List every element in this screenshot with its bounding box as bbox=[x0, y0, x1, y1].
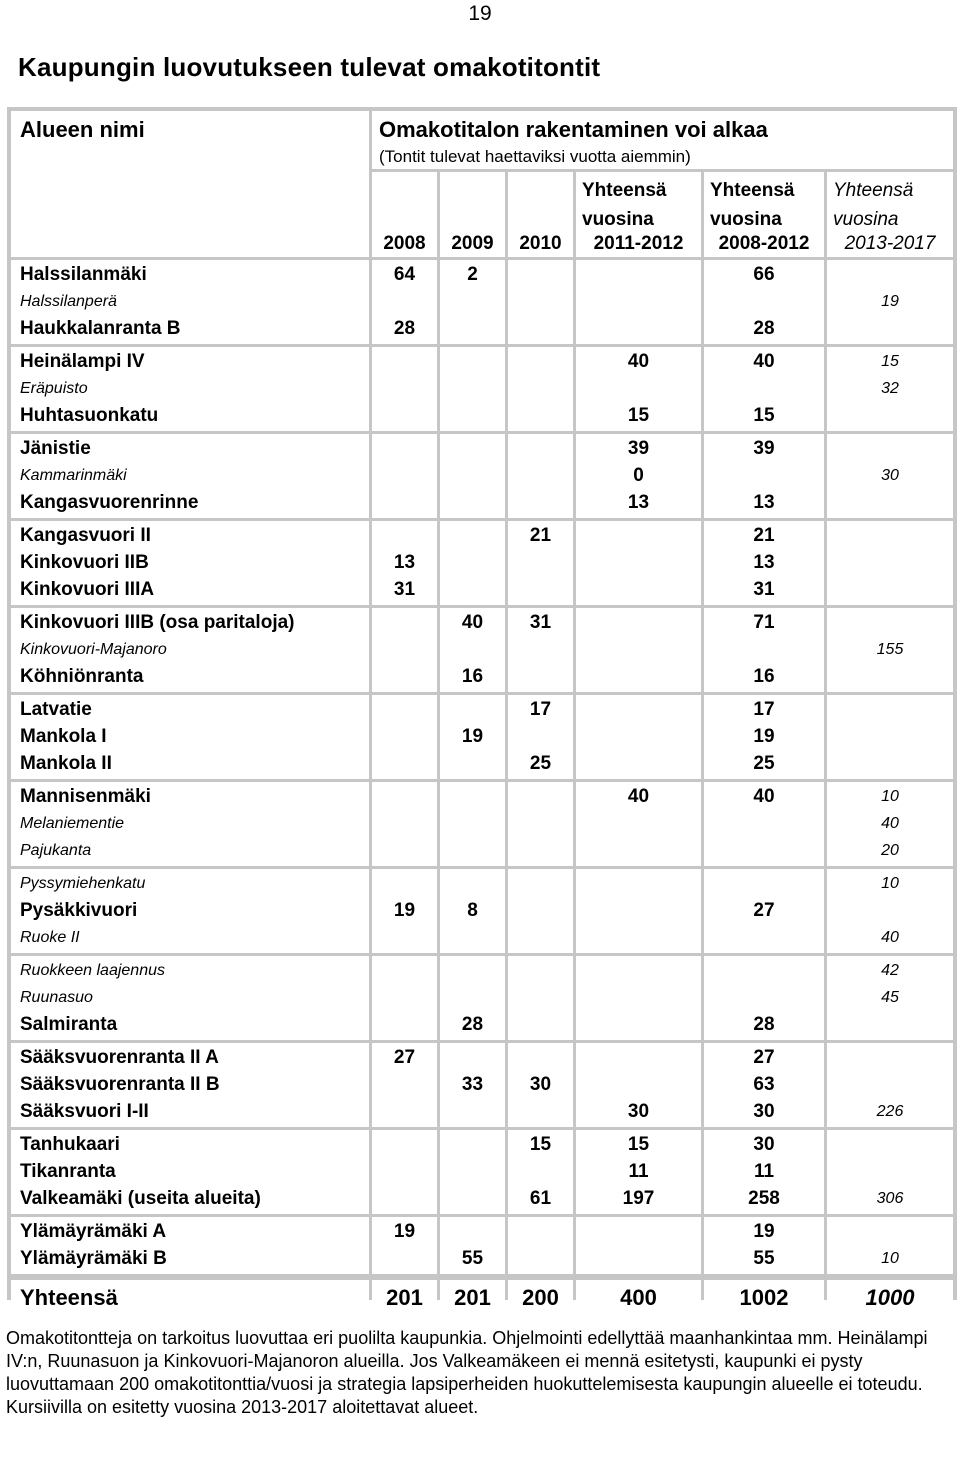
row-value: 39 bbox=[627, 438, 650, 459]
row-value: 2 bbox=[467, 264, 478, 285]
row-name: Tikanranta bbox=[20, 1161, 116, 1182]
group-value-cell bbox=[576, 869, 701, 953]
group-value-cell bbox=[508, 521, 573, 605]
row-value: 10 bbox=[881, 1250, 899, 1267]
row-value: 28 bbox=[753, 318, 775, 339]
total-value-cell bbox=[827, 1280, 953, 1316]
group-value-cell bbox=[440, 608, 505, 692]
header-year: 2013-2017 bbox=[844, 233, 936, 254]
row-value: 33 bbox=[461, 1074, 484, 1095]
row-value: 64 bbox=[393, 264, 416, 285]
row-name: Ruokkeen laajennus bbox=[20, 962, 165, 979]
total-value: 1000 bbox=[865, 1285, 915, 1310]
header-span-cell bbox=[372, 111, 953, 169]
row-name: Pajukanta bbox=[20, 842, 92, 859]
header-year-cell bbox=[576, 172, 701, 257]
group-name-cell bbox=[11, 434, 369, 518]
row-name: Eräpuisto bbox=[20, 380, 88, 397]
group-name-cell bbox=[11, 956, 369, 1040]
group-name-cell bbox=[11, 1043, 369, 1127]
header-name-cell bbox=[11, 111, 369, 257]
row-value: 15 bbox=[627, 405, 650, 426]
row-name: Valkeamäki (useita alueita) bbox=[20, 1188, 261, 1209]
header-year: 2008 bbox=[383, 233, 426, 254]
header-year: 2011-2012 bbox=[593, 233, 684, 254]
row-value: 25 bbox=[753, 753, 775, 774]
row-value: 11 bbox=[628, 1161, 649, 1182]
header-sum-prefix: Yhteensä vuosina bbox=[833, 180, 914, 230]
row-value: 27 bbox=[753, 900, 775, 921]
row-value: 55 bbox=[753, 1248, 775, 1269]
row-name: Kangasvuorenrinne bbox=[20, 492, 199, 513]
group-value-cell bbox=[576, 1043, 701, 1127]
row-value: 31 bbox=[529, 612, 552, 633]
group-value-cell bbox=[576, 1130, 701, 1214]
row-name: Melaniementie bbox=[20, 815, 125, 832]
group-value-cell bbox=[704, 1217, 824, 1274]
row-value: 13 bbox=[627, 492, 650, 513]
row-value: 30 bbox=[753, 1101, 775, 1122]
total-value-cell bbox=[704, 1280, 824, 1316]
row-value: 13 bbox=[393, 552, 416, 573]
group-value-cell bbox=[827, 434, 953, 518]
group-value-cell bbox=[576, 434, 701, 518]
group-value-cell bbox=[704, 260, 824, 344]
total-value: 400 bbox=[620, 1285, 657, 1310]
header-year-cell bbox=[704, 172, 824, 257]
group-value-cell bbox=[827, 956, 953, 1040]
header-year: 2010 bbox=[519, 233, 562, 254]
header-year: 2009 bbox=[451, 233, 494, 254]
row-name: Mankola I bbox=[20, 726, 107, 747]
row-value: 0 bbox=[633, 465, 644, 486]
group-value-cell bbox=[704, 347, 824, 431]
row-name: Kammarinmäki bbox=[20, 467, 127, 484]
group-value-cell bbox=[372, 956, 437, 1040]
group-value-cell bbox=[508, 434, 573, 518]
row-name: Pyssymiehenkatu bbox=[20, 875, 146, 892]
header-sum-prefix: Yhteensä vuosina bbox=[582, 180, 667, 230]
group-value-cell bbox=[704, 608, 824, 692]
group-value-cell bbox=[576, 782, 701, 866]
row-name: Halssilanmäki bbox=[20, 264, 147, 285]
group-value-cell bbox=[508, 956, 573, 1040]
row-name: Kinkovuori-Majanoro bbox=[20, 641, 167, 658]
total-value-cell bbox=[576, 1280, 701, 1316]
total-value-cell bbox=[372, 1280, 437, 1316]
total-name-cell bbox=[11, 1280, 369, 1316]
group-value-cell bbox=[827, 1130, 953, 1214]
row-name: Ruunasuo bbox=[20, 989, 93, 1006]
group-value-cell bbox=[508, 260, 573, 344]
group-value-cell bbox=[576, 1217, 701, 1274]
group-value-cell bbox=[827, 695, 953, 779]
group-value-cell bbox=[827, 1217, 953, 1274]
header-year: 2008-2012 bbox=[718, 233, 810, 254]
total-value: 201 bbox=[386, 1285, 423, 1310]
row-value: 15 bbox=[753, 405, 775, 426]
group-value-cell bbox=[576, 347, 701, 431]
group-value-cell bbox=[440, 1217, 505, 1274]
row-value: 11 bbox=[753, 1161, 775, 1182]
row-value: 20 bbox=[881, 842, 899, 859]
row-name: Halssilanperä bbox=[20, 293, 117, 310]
group-value-cell bbox=[704, 956, 824, 1040]
row-value: 25 bbox=[529, 753, 552, 774]
row-value: 19 bbox=[753, 1221, 775, 1242]
row-name: Ruoke II bbox=[20, 929, 80, 946]
group-value-cell bbox=[440, 782, 505, 866]
group-value-cell bbox=[576, 521, 701, 605]
group-value-cell bbox=[440, 434, 505, 518]
row-value: 19 bbox=[393, 1221, 416, 1242]
group-value-cell bbox=[508, 1217, 573, 1274]
row-value: 21 bbox=[753, 525, 775, 546]
group-value-cell bbox=[576, 608, 701, 692]
row-value: 32 bbox=[881, 380, 899, 397]
row-value: 40 bbox=[753, 351, 775, 372]
row-value: 40 bbox=[627, 786, 650, 807]
group-value-cell bbox=[508, 347, 573, 431]
group-value-cell bbox=[372, 1043, 437, 1127]
header-year-cell bbox=[508, 172, 573, 257]
row-name: Sääksvuorenranta II B bbox=[20, 1074, 220, 1095]
row-name: Latvatie bbox=[20, 699, 92, 720]
row-name: Tanhukaari bbox=[20, 1134, 120, 1155]
row-value: 10 bbox=[881, 788, 899, 805]
group-name-cell bbox=[11, 695, 369, 779]
group-value-cell bbox=[440, 521, 505, 605]
group-value-cell bbox=[372, 695, 437, 779]
row-value: 40 bbox=[753, 786, 775, 807]
footnote: Omakotitontteja on tarkoitus luovuttaa eri puolilta kaupunkia. Ohjelmointi edellyttää maanhankintaa mm. Heinälampi IV:n, Ruunasuon ja Kinkovuori-Majanoron alueilla. Jos Valkeamäkeen ei mennä esitetysti, kaupunki ei pysty luovuttamaan 200 omakotitonttia/vuosi ja strategia lapsiperheiden huokuttelemisesta kaupungin alueelle ei toteudu. Kursiivilla on esitetty vuosina 2013-2017 aloitettavat alueet. bbox=[6, 1328, 928, 1417]
row-value: 40 bbox=[881, 815, 899, 832]
row-value: 19 bbox=[461, 726, 484, 747]
total-value: 1002 bbox=[739, 1285, 789, 1310]
row-value: 40 bbox=[461, 612, 484, 633]
row-value: 30 bbox=[753, 1134, 775, 1155]
row-value: 226 bbox=[876, 1103, 904, 1120]
group-value-cell bbox=[827, 782, 953, 866]
row-name: Mankola II bbox=[20, 753, 112, 774]
group-name-cell bbox=[11, 1217, 369, 1274]
row-value: 45 bbox=[881, 989, 899, 1006]
row-value: 28 bbox=[753, 1014, 775, 1035]
header-year-cell bbox=[440, 172, 505, 257]
group-value-cell bbox=[440, 695, 505, 779]
group-value-cell bbox=[508, 695, 573, 779]
row-value: 19 bbox=[881, 293, 899, 310]
group-value-cell bbox=[440, 1130, 505, 1214]
group-value-cell bbox=[704, 1130, 824, 1214]
group-value-cell bbox=[704, 782, 824, 866]
group-name-cell bbox=[11, 521, 369, 605]
row-name: Kinkovuori IIB bbox=[20, 552, 149, 573]
row-name: Kinkovuori IIIB (osa paritaloja) bbox=[20, 612, 295, 633]
group-value-cell bbox=[827, 869, 953, 953]
row-name: Ylämäyrämäki A bbox=[20, 1221, 167, 1242]
row-value: 17 bbox=[753, 699, 775, 720]
group-name-cell bbox=[11, 347, 369, 431]
row-value: 39 bbox=[753, 438, 775, 459]
plot-table bbox=[7, 107, 957, 1310]
group-value-cell bbox=[508, 608, 573, 692]
row-value: 15 bbox=[627, 1134, 650, 1155]
row-value: 63 bbox=[753, 1074, 775, 1095]
row-value: 28 bbox=[461, 1014, 484, 1035]
row-name: Ylämäyrämäki B bbox=[20, 1248, 167, 1269]
group-value-cell bbox=[576, 260, 701, 344]
row-value: 40 bbox=[627, 351, 650, 372]
total-value-cell bbox=[440, 1280, 505, 1316]
group-value-cell bbox=[372, 260, 437, 344]
row-name: Haukkalanranta B bbox=[20, 318, 181, 339]
group-value-cell bbox=[372, 521, 437, 605]
row-value: 27 bbox=[393, 1047, 416, 1068]
group-value-cell bbox=[372, 434, 437, 518]
row-name: Sääksvuorenranta II A bbox=[20, 1047, 219, 1068]
row-value: 13 bbox=[753, 492, 775, 513]
row-value: 19 bbox=[753, 726, 775, 747]
total-value-cell bbox=[508, 1280, 573, 1316]
row-value: 31 bbox=[753, 579, 775, 600]
row-value: 27 bbox=[753, 1047, 775, 1068]
row-name: Mannisenmäki bbox=[20, 786, 151, 807]
group-name-cell bbox=[11, 260, 369, 344]
header-span-title: Omakotitalon rakentaminen voi alkaa bbox=[379, 117, 768, 142]
row-value: 55 bbox=[461, 1248, 484, 1269]
row-value: 8 bbox=[467, 900, 478, 921]
table-title: Kaupungin luovutukseen tulevat omakotitontit bbox=[18, 52, 601, 82]
group-value-cell bbox=[440, 347, 505, 431]
row-name: Kangasvuori II bbox=[20, 525, 151, 546]
row-name: Kinkovuori IIIA bbox=[20, 579, 155, 600]
group-value-cell bbox=[372, 869, 437, 953]
group-value-cell bbox=[440, 956, 505, 1040]
row-value: 61 bbox=[529, 1188, 552, 1209]
row-value: 15 bbox=[881, 353, 899, 370]
group-name-cell bbox=[11, 782, 369, 866]
row-value: 31 bbox=[393, 579, 416, 600]
row-name: Huhtasuonkatu bbox=[20, 405, 159, 426]
row-value: 197 bbox=[622, 1188, 655, 1209]
group-name-cell bbox=[11, 869, 369, 953]
row-name: Salmiranta bbox=[20, 1014, 118, 1035]
row-value: 71 bbox=[753, 612, 775, 633]
group-value-cell bbox=[704, 434, 824, 518]
row-value: 30 bbox=[627, 1101, 650, 1122]
total-value: 200 bbox=[522, 1285, 559, 1310]
row-value: 155 bbox=[876, 641, 904, 658]
row-name: Jänistie bbox=[20, 438, 91, 459]
group-value-cell bbox=[372, 1130, 437, 1214]
row-value: 40 bbox=[881, 929, 899, 946]
row-value: 16 bbox=[461, 666, 484, 687]
header-year-cell bbox=[372, 172, 437, 257]
group-value-cell bbox=[827, 521, 953, 605]
row-name: Pysäkkivuori bbox=[20, 900, 138, 921]
row-value: 13 bbox=[753, 552, 775, 573]
row-value: 15 bbox=[529, 1134, 552, 1155]
group-value-cell bbox=[372, 608, 437, 692]
group-value-cell bbox=[827, 608, 953, 692]
group-value-cell bbox=[704, 521, 824, 605]
group-value-cell bbox=[372, 1217, 437, 1274]
group-name-cell bbox=[11, 1130, 369, 1214]
group-value-cell bbox=[508, 1043, 573, 1127]
total-value: 201 bbox=[454, 1285, 491, 1310]
header-sum-prefix: Yhteensä vuosina bbox=[710, 180, 795, 230]
row-name: Köhniönranta bbox=[20, 666, 144, 687]
row-name: Sääksvuori I-II bbox=[20, 1101, 149, 1122]
group-value-cell bbox=[508, 1130, 573, 1214]
group-value-cell bbox=[576, 956, 701, 1040]
row-value: 30 bbox=[529, 1074, 552, 1095]
group-value-cell bbox=[508, 782, 573, 866]
total-label: Yhteensä bbox=[20, 1285, 118, 1310]
row-value: 21 bbox=[529, 525, 552, 546]
row-name: Heinälampi IV bbox=[20, 351, 145, 372]
group-value-cell bbox=[372, 782, 437, 866]
page-number: 19 bbox=[468, 2, 492, 25]
row-value: 66 bbox=[753, 264, 775, 285]
group-value-cell bbox=[440, 260, 505, 344]
group-value-cell bbox=[704, 869, 824, 953]
row-value: 306 bbox=[876, 1190, 904, 1207]
row-value: 28 bbox=[393, 318, 416, 339]
header-year-cell bbox=[827, 172, 953, 257]
row-value: 258 bbox=[748, 1188, 780, 1209]
row-value: 42 bbox=[881, 962, 899, 979]
group-value-cell bbox=[704, 695, 824, 779]
group-value-cell bbox=[827, 347, 953, 431]
group-value-cell bbox=[440, 1043, 505, 1127]
group-value-cell bbox=[576, 695, 701, 779]
row-value: 17 bbox=[529, 699, 552, 720]
row-value: 10 bbox=[881, 875, 899, 892]
group-value-cell bbox=[827, 260, 953, 344]
group-name-cell bbox=[11, 608, 369, 692]
row-value: 16 bbox=[753, 666, 775, 687]
row-value: 19 bbox=[393, 900, 416, 921]
group-value-cell bbox=[440, 869, 505, 953]
header-span-subtitle: (Tontit tulevat haettaviksi vuotta aiemmin) bbox=[379, 147, 691, 166]
group-value-cell bbox=[372, 347, 437, 431]
group-value-cell bbox=[827, 1043, 953, 1127]
group-value-cell bbox=[508, 869, 573, 953]
group-value-cell bbox=[704, 1043, 824, 1127]
header-name: Alueen nimi bbox=[20, 117, 145, 142]
row-value: 30 bbox=[881, 467, 899, 484]
